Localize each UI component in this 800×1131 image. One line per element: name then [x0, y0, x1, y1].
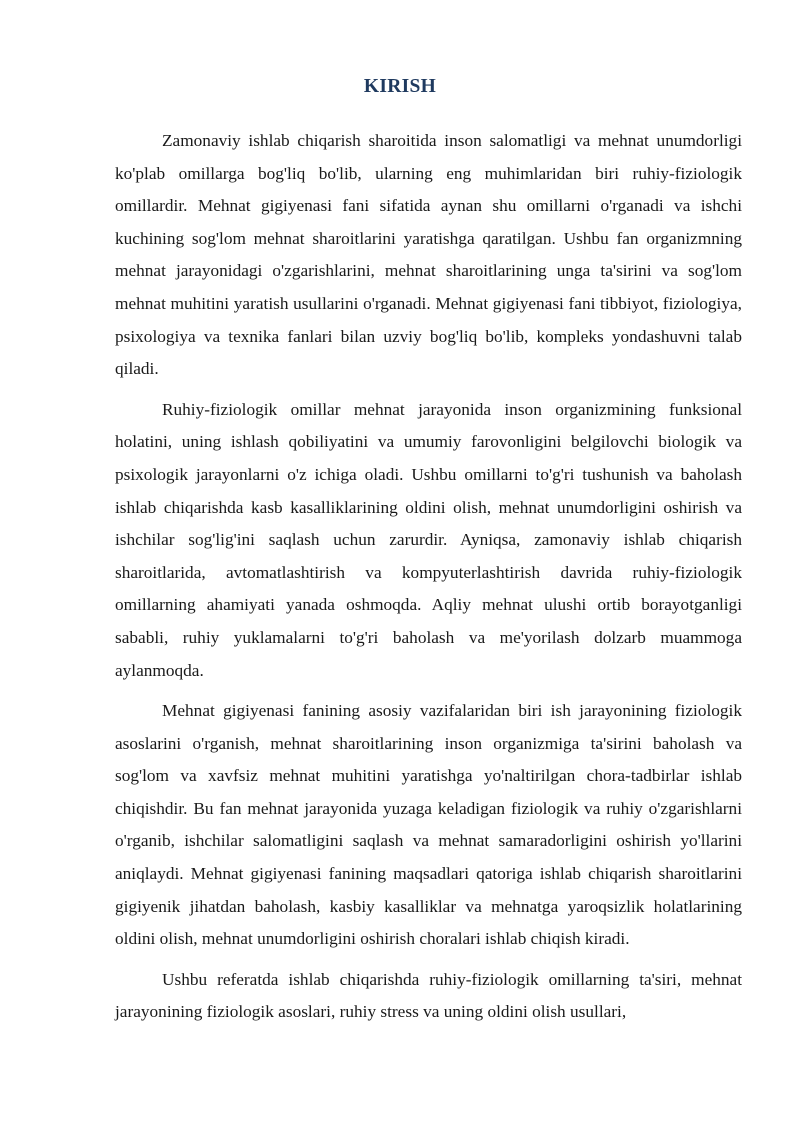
page-title: KIRISH	[363, 76, 437, 97]
body-text	[115, 125, 742, 1037]
paragraph-4: Ushbu referatda ishlab chiqarishda ruhiy-fiziologik omillarning ta'siri, mehnat jarayonining fiziologik asoslari, ruhiy stress va uning oldini olish usullari,	[115, 969, 742, 1022]
paragraph-1: Zamonaviy ishlab chiqarish sharoitida inson salomatligi va mehnat unumdorligi ko'plab omillarga bog'liq bo'lib, ularning eng muhimlaridan biri ruhiy-fiziologik omillardir. Mehnat gigiyenasi fani sifatida aynan shu omillarni o'rganadi va ishchi kuchining sog'lom mehnat sharoitlarini yaratishga qaratilgan. Ushbu fan organizmning mehnat jarayonidagi o'zgarishlarini, mehnat sharoitlarining unga ta'sirini va sog'lom mehnat muhitini yaratish usullarini o'rganadi. Mehnat gigiyenasi fani tibbiyot, fiziologiya, psixologiya va texnika fanlari bilan uzviy bog'liq bo'lib, kompleks yondashuvni talab qiladi.	[115, 131, 742, 379]
paragraph-2: Ruhiy-fiziologik omillar mehnat jarayonida inson organizmining funksional holatini, uning ishlash qobiliyatini va umumiy farovonligini belgilovchi biologik va psixologik jarayonlarni o'z ichiga oladi. Ushbu omillarni to'g'ri tushunish va baholash ishlab chiqarishda kasb kasalliklarining oldini olish, mehnat unumdorligini oshirish va ishchilar sog'lig'ini saqlash uchun zarurdir. Ayniqsa, zamonaviy ishlab chiqarish sharoitlarida, avtomatlashtirish va kompyuterlashtirish davrida ruhiy-fiziologik omillarning ahamiyati yanada oshmoqda. Aqliy mehnat ulushi ortib borayotganligi sababli, ruhiy yuklamalarni to'g'ri baholash va me'yorilash dolzarb muammoga aylanmoqda.	[115, 399, 742, 680]
paragraph-3: Mehnat gigiyenasi fanining asosiy vazifalaridan biri ish jarayonining fiziologik asoslarini o'rganish, mehnat sharoitlarining inson organizmiga ta'sirini baholash va sog'lom va xavfsiz mehnat muhitini yaratishga yo'naltirilgan chora-tadbirlar ishlab chiqishdir. Bu fan mehnat jarayonida yuzaga keladigan fiziologik va ruhiy o'zgarishlarni o'rganib, ishchilar salomatligini saqlash va mehnat samaradorligini oshirish yo'llarini aniqlaydi. Mehnat gigiyenasi fanining maqsadlari qatoriga ishlab chiqarish sharoitlarini gigiyenik jihatdan baholash, kasbiy kasalliklar va mehnatga yaroqsizlik holatlarining oldini olish, mehnat unumdorligini oshirish choralari ishlab chiqish kiradi.	[115, 701, 742, 949]
